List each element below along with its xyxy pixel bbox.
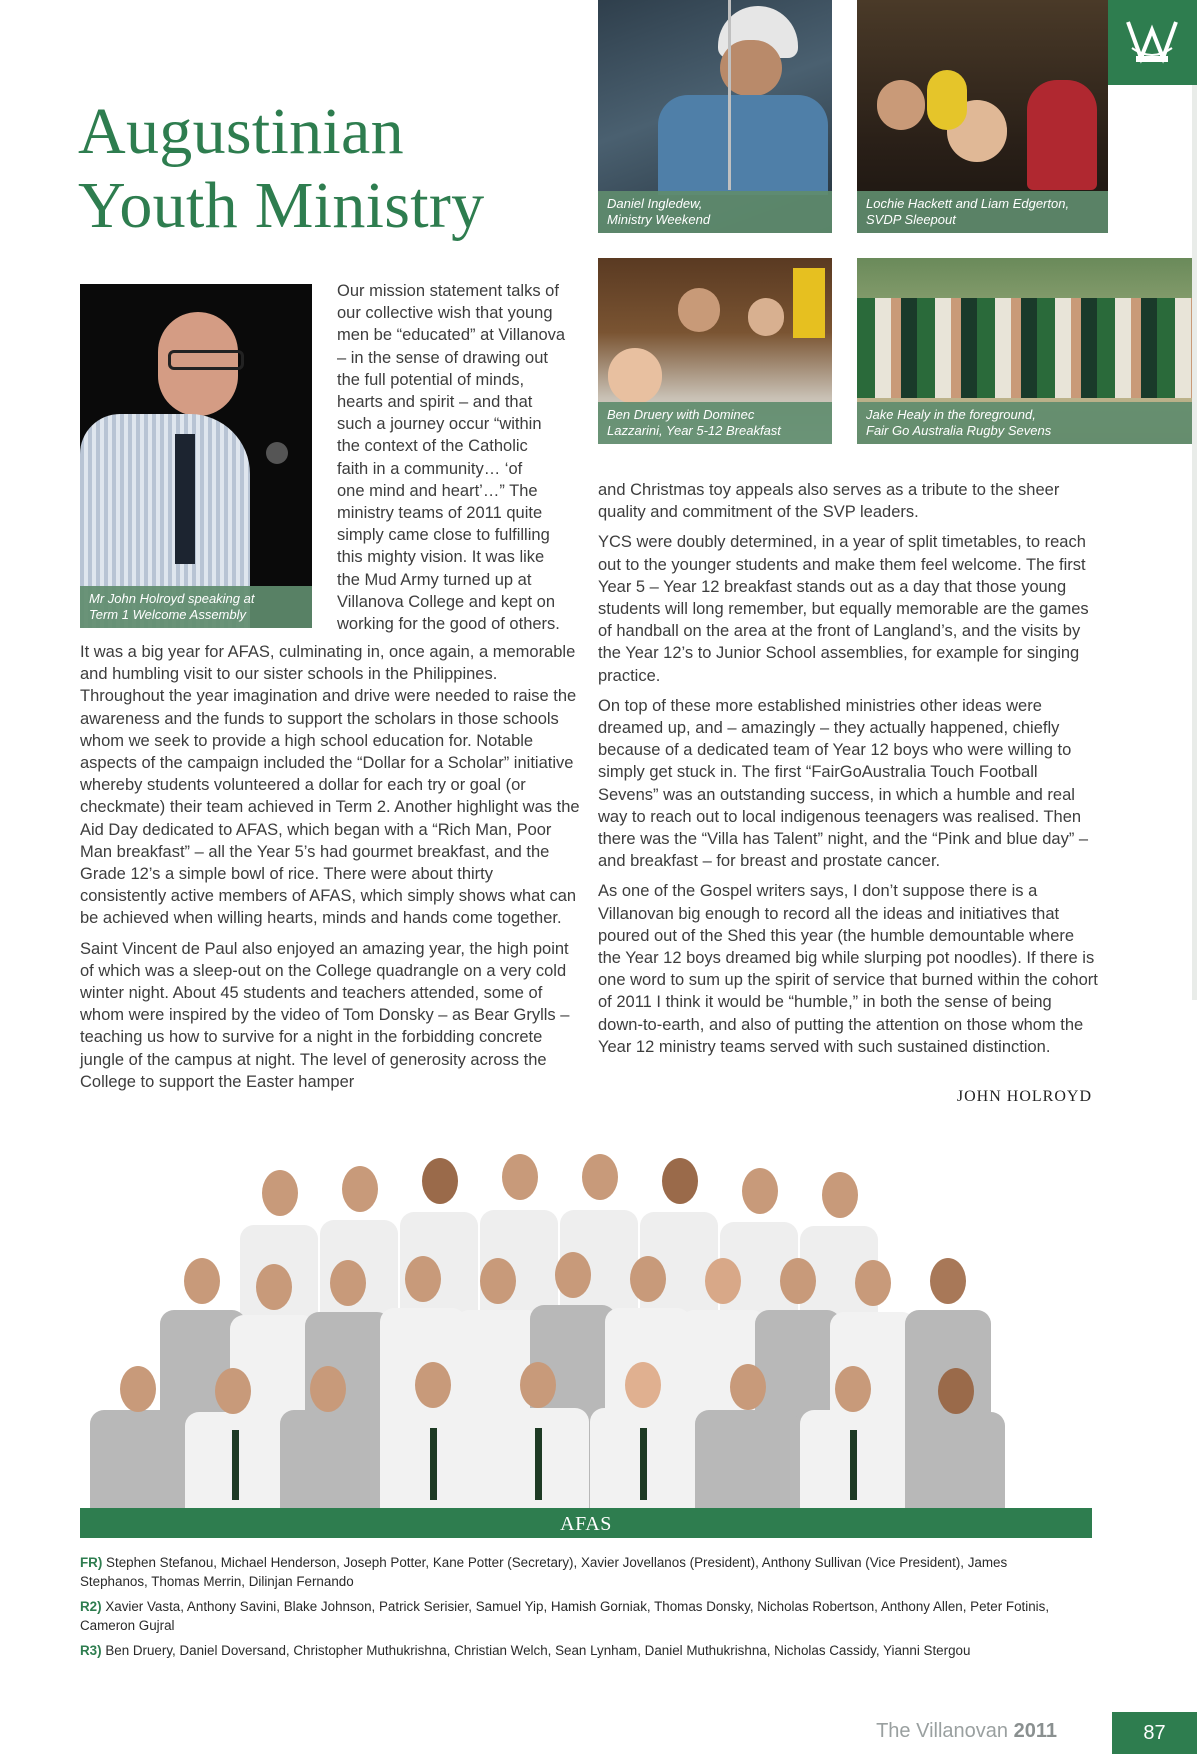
row-names: Stephen Stefanou, Michael Henderson, Joseph Potter, Kane Potter (Secretary), Xavier Jovellanos (President), Anthony Sullivan (Vice President), James Stephanos, Thomas Merrin, Dilinjan Fernando [80, 1555, 1008, 1589]
banner-shape [793, 268, 825, 338]
student-face [502, 1154, 538, 1200]
left-column [80, 641, 580, 1101]
intro-line: the full potential of minds, [337, 370, 525, 389]
person-shape [678, 288, 720, 332]
intro-line: the Mud Army turned up at [337, 570, 532, 589]
photo-sevens [857, 258, 1192, 444]
tie-shape [430, 1428, 437, 1500]
photo-caption: Ben Druery with Dominec Lazzarini, Year 5-12 Breakfast [598, 402, 832, 444]
student-face [520, 1362, 556, 1408]
page-edge-stripe [1192, 0, 1197, 1000]
glasses-shape [168, 350, 244, 370]
row-names: Xavier Vasta, Anthony Savini, Blake Johnson, Patrick Serisier, Samuel Yip, Hamish Gorniak, Thomas Donsky, Nicholas Robertson, Anthony Allen, Peter Fotinis, Cameron Gujral [80, 1599, 1050, 1633]
intro-text [337, 280, 587, 635]
intro-line: Villanova College and kept on [337, 592, 556, 611]
student-face [742, 1168, 778, 1214]
student-face [705, 1258, 741, 1304]
intro-line: such a journey occur “within [337, 415, 542, 434]
title-line-2: Youth Ministry [78, 169, 485, 242]
group-title-bar [80, 1508, 1092, 1538]
page-number: 87 [1112, 1712, 1197, 1754]
intro-line: hearts and spirit – and that [337, 393, 533, 412]
body-paragraph: As one of the Gospel writers says, I don’t suppose there is a Villanovan big enough to record all the ideas and initiatives that poured out of the Shed this year (the humble demountable where the Year 12 boys dreamed big while slurping pot noodles). If there is one word to sum up the spirit of service that burned within the cohort of 2011 I think it would be “humble,” in both the sense of being down-to-earth, and also of putting the attention on those whom the Year 12 ministry teams served with such sustained distinction. [598, 882, 1098, 1056]
intro-line: faith in a community… ‘of [337, 459, 523, 478]
shirt-shape [658, 95, 828, 195]
photo-caption: Lochie Hackett and Liam Edgerton, SVDP Sleepout [857, 191, 1108, 233]
student-figure [90, 1410, 190, 1508]
photo-caption: Mr John Holroyd speaking at Term 1 Welcome Assembly [80, 586, 312, 628]
person-shape [877, 80, 925, 130]
row-label: R3) [80, 1643, 102, 1658]
school-logo [1108, 0, 1197, 85]
photo-sleepout [857, 0, 1108, 233]
intro-line: our collective wish that young [337, 304, 553, 323]
student-face [662, 1158, 698, 1204]
student-face [415, 1362, 451, 1408]
page-title [78, 95, 484, 243]
photo-ingledew [598, 0, 832, 233]
magazine-name: The Villanovan [876, 1720, 1009, 1742]
student-face [310, 1366, 346, 1412]
group-photo [80, 1140, 1092, 1508]
body-paragraph: It was a big year for AFAS, culminating in, once again, a memorable and humbling visit to our sister schools in the Philippines. Throughout the year imagination and drive were needed to raise the awareness and the funds to support the scholars in those schools whom we seek to provide a high school education for. Notable aspects of the campaign included the “Dollar for a Scholar” initiative whereby students volunteered a dollar for each try or goal (or checkmate) their team achieved in Term 2. Another highlight was the Aid Day dedicated to AFAS, which began with a “Rich Man, Poor Man breakfast” – all the Year 5’s had gourmet breakfast, and the Grade 12’s a simple bowl of rice. There were about thirty consistently active members of AFAS, which simply shows what can be achieved when willing hearts, minds and hands come together. [80, 643, 580, 928]
student-face [780, 1258, 816, 1304]
intro-line: – in the sense of drawing out [337, 348, 548, 367]
student-figure [905, 1412, 1005, 1508]
photo-caption: Jake Healy in the foreground, Fair Go Australia Rugby Sevens [857, 402, 1192, 444]
student-face [256, 1264, 292, 1310]
crowd-shape [857, 298, 1192, 398]
footer-magazine [876, 1720, 1057, 1743]
student-face [480, 1258, 516, 1304]
student-figure [280, 1410, 380, 1508]
student-face [215, 1368, 251, 1414]
intro-line: Our mission statement talks of [337, 282, 559, 300]
microphone-shape [266, 442, 288, 464]
student-face [822, 1172, 858, 1218]
student-face [262, 1170, 298, 1216]
tie-shape [640, 1428, 647, 1500]
photo-holroyd [80, 284, 312, 628]
student-face [120, 1366, 156, 1412]
intro-line: men be “educated” at Villanova [337, 326, 566, 345]
photo-breakfast [598, 258, 832, 444]
rope-shape [728, 0, 731, 190]
student-face [405, 1256, 441, 1302]
person-shape [927, 70, 967, 130]
student-face [342, 1166, 378, 1212]
photo-caption: Daniel Ingledew, Ministry Weekend [598, 191, 832, 233]
names-row-3 [80, 1642, 1070, 1661]
student-figure [695, 1410, 799, 1508]
row-label: R2) [80, 1599, 102, 1614]
body-paragraph: and Christmas toy appeals also serves as a tribute to the sheer quality and commitment of the SVP leaders. [598, 481, 1060, 522]
intro-line: simply came close to fulfilling [337, 526, 550, 545]
student-face [625, 1362, 661, 1408]
intro-line: ministry teams of 2011 quite [337, 504, 543, 523]
row-names: Ben Druery, Daniel Doversand, Christopher Muthukrishna, Christian Welch, Sean Lynham, Daniel Muthukrishna, Nicholas Cassidy, Yianni Stergou [105, 1643, 971, 1658]
title-line-1: Augustinian [78, 95, 404, 168]
student-face [930, 1258, 966, 1304]
body-paragraph: YCS were doubly determined, in a year of split timetables, to reach out to the younger students and make them feel welcome. The first Year 5 – Year 12 breakfast stands out as a day that those young students will long remember, but equally memorable are the games of handball on the area at the front of Langland’s, and the visits by the Year 12’s to Junior School assemblies, for example for singing practice. [598, 533, 1089, 685]
person-shape [748, 298, 784, 336]
villanova-crest-icon [1108, 0, 1197, 85]
group-title: AFAS [560, 1513, 612, 1535]
tie-shape [535, 1428, 542, 1500]
intro-line: this mighty vision. It was like [337, 548, 545, 567]
student-face [330, 1260, 366, 1306]
student-face [555, 1252, 591, 1298]
body-paragraph: On top of these more established ministries other ideas were dreamed up, and – amazingly – they actually happened, chiefly because of a dedicated team of Year 12 boys who were willing to simply get stuck in. The first “FairGoAustralia Touch Football Sevens” was an outstanding success, in which a humble and real way to reach out to local indigenous teenagers was realised. Then there was the “Villa has Talent” night, and the “Pink and blue day” – and breakfast – for breast and prostate cancer. [598, 696, 1089, 871]
student-face [855, 1260, 891, 1306]
student-face [630, 1256, 666, 1302]
row-label: FR) [80, 1555, 103, 1570]
intro-line: working for the good of others. [337, 615, 560, 634]
tie-shape [850, 1430, 857, 1500]
tie-shape [175, 434, 195, 564]
student-face [730, 1364, 766, 1410]
body-paragraph: Saint Vincent de Paul also enjoyed an amazing year, the high point of which was a sleep-out on the College quadrangle on a very cold winter night. About 45 students and teachers attended, some of whom were inspired by the video of Tom Donsky – as Bear Grylls – teaching us how to survive for a night in the forbidding concrete jungle of the campus at night. The level of generosity across the College to support the Easter hamper [80, 939, 570, 1091]
student-face [938, 1368, 974, 1414]
person-shape [608, 348, 662, 404]
intro-line: the context of the Catholic [337, 437, 528, 456]
student-face [582, 1154, 618, 1200]
right-column [598, 479, 1098, 1066]
names-row-front [80, 1554, 1070, 1591]
person-shape [1027, 80, 1097, 190]
student-face [835, 1366, 871, 1412]
names-row-2 [80, 1598, 1070, 1635]
tie-shape [232, 1430, 239, 1500]
intro-line: one mind and heart’…” The [337, 481, 538, 500]
magazine-year: 2011 [1013, 1720, 1057, 1742]
student-face [184, 1258, 220, 1304]
student-face [422, 1158, 458, 1204]
author-byline: JOHN HOLROYD [956, 1088, 1092, 1105]
